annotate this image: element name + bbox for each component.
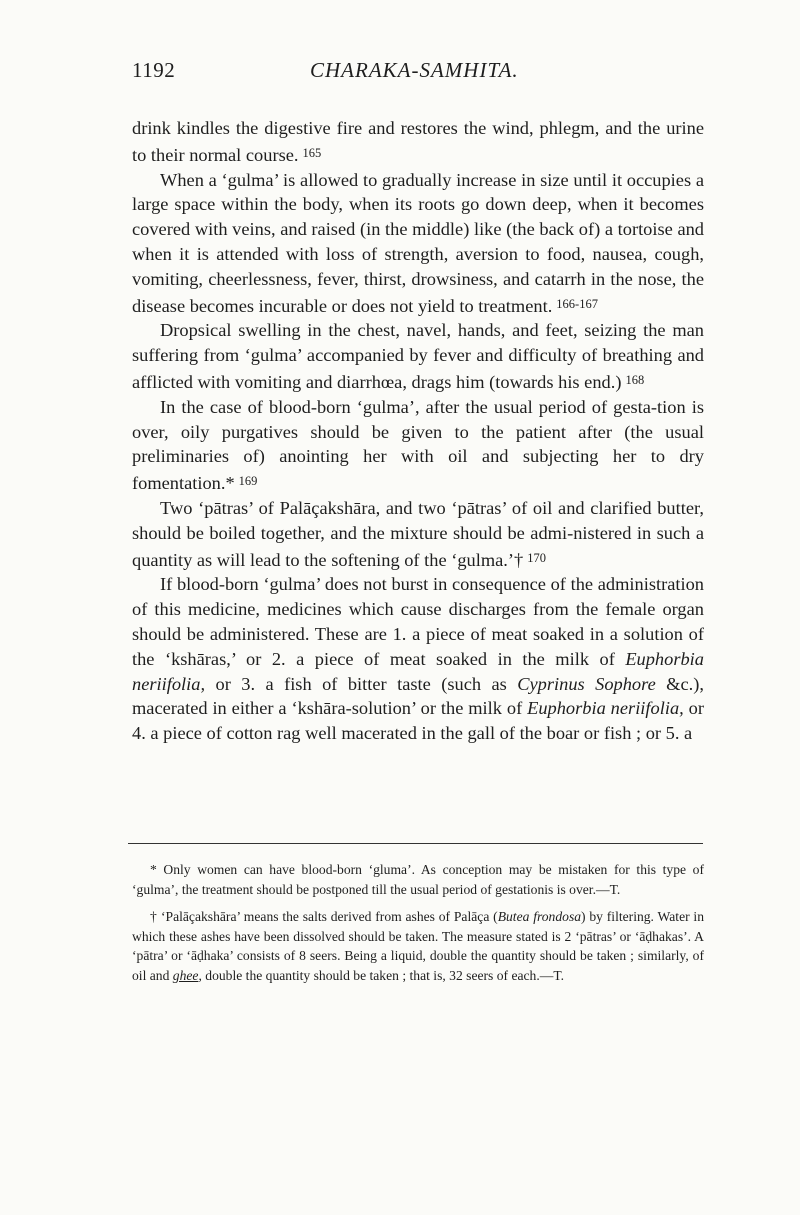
footnote-divider <box>128 843 703 844</box>
verse-number: 168 <box>625 372 645 387</box>
paragraph-text: &c.), macerated in either a ‘kshāra-solution’ or the milk of <box>132 673 704 719</box>
verse-number: 170 <box>527 550 546 565</box>
main-text <box>132 116 704 746</box>
botanical-name: Euphorbia neriifolia, <box>527 698 684 719</box>
botanical-name: Euphorbia neriifolia, <box>132 648 704 694</box>
footnote-text: ) by filtering. Water in which these ashes have been dissolved should be taken. The measure stated is 2 ‘pātras’ or ‘āḍhakas’. A ‘pātra’ or ‘āḍhaka’ consists of 8 seers. Being a liquid, double the quantity should be taken ; similarly, of oil and <box>132 909 705 983</box>
footnote <box>132 907 704 985</box>
running-title: CHARAKA-SAMHITA. <box>310 58 519 82</box>
page-number: 1192 <box>132 58 176 82</box>
verse-number: 165 <box>302 145 322 160</box>
footnote: * Only women can have blood-born ‘gluma’. As conception may be mistaken for this type of ‘gulma’, the treatment should be postponed till the usual period of gestationis is over.—T. <box>132 862 704 897</box>
paragraph <box>132 496 704 572</box>
footnote-text: † ‘Palāçakshāra’ means the salts derived from ashes of Palāça ( <box>150 909 498 925</box>
paragraph-text: or 4. a piece of cotton rag well macerated in the gall of the boar or fish ; or 5. a <box>132 698 704 744</box>
botanical-name: Butea frondosa <box>497 909 582 925</box>
paragraph-text: Two ‘pātras’ of Palāçakshāra, and two ‘pātras’ of oil and clarified butter, should be boiled together, and the mixture should be admi-nistered in such a quantity as will lead to the softening of the ‘gulma.’† <box>132 497 704 570</box>
paragraph-text: or 3. a fish of bitter taste (such as <box>215 673 507 694</box>
paragraph-text: In the case of blood-born ‘gulma’, after the usual period of gesta-tion is over, oily purgatives should be given to the patient after (the usual preliminaries of) anointing her with oil and subjecting her to dry fomentation.* <box>132 396 704 494</box>
verse-number: 169 <box>238 474 258 489</box>
paragraph-text: drink kindles the digestive fire and restores the wind, phlegm, and the urine to their normal course. <box>132 118 704 165</box>
botanical-name: Cyprinus Sophore <box>517 673 656 694</box>
paragraph-text: Dropsical swelling in the chest, navel, hands, and feet, seizing the man suffering from ‘gulma’ accompanied by fever and difficulty of breathing and afflicted with vomiting and diarrhœa, drags him (towards his end.) <box>132 320 704 392</box>
footnote-text: , double the quantity should be taken ; that is, 32 seers of each.—T. <box>198 967 565 983</box>
footnotes <box>132 860 704 994</box>
term-ghee: ghee <box>172 967 199 983</box>
paragraph <box>132 116 704 168</box>
paragraph-text: When a ‘gulma’ is allowed to gradually increase in size until it occupies a large space within the body, when its roots go down deep, when it becomes covered with veins, and raised (in the middle) like (the back of) a tortoise and when it is attended with loss of strength, aversion to food, nausea, cough, vomiting, cheerlessness, fever, thirst, drowsiness, and catarrh in the nose, the disease becomes incurable or does not yield to treatment. <box>132 169 704 316</box>
paragraph <box>132 395 704 496</box>
page-header <box>0 58 800 88</box>
paragraph-text: If blood-born ‘gulma’ does not burst in consequence of the administration of this medicine, medicines which cause discharges from the female organ should be administered. These are 1. a piece of meat soaked in a solution of the ‘kshāras,’ or 2. a piece of meat soaked in the milk of <box>132 574 704 669</box>
paragraph <box>132 572 704 746</box>
paragraph <box>132 318 704 394</box>
verse-number: 166-167 <box>556 296 598 311</box>
paragraph <box>132 168 704 319</box>
